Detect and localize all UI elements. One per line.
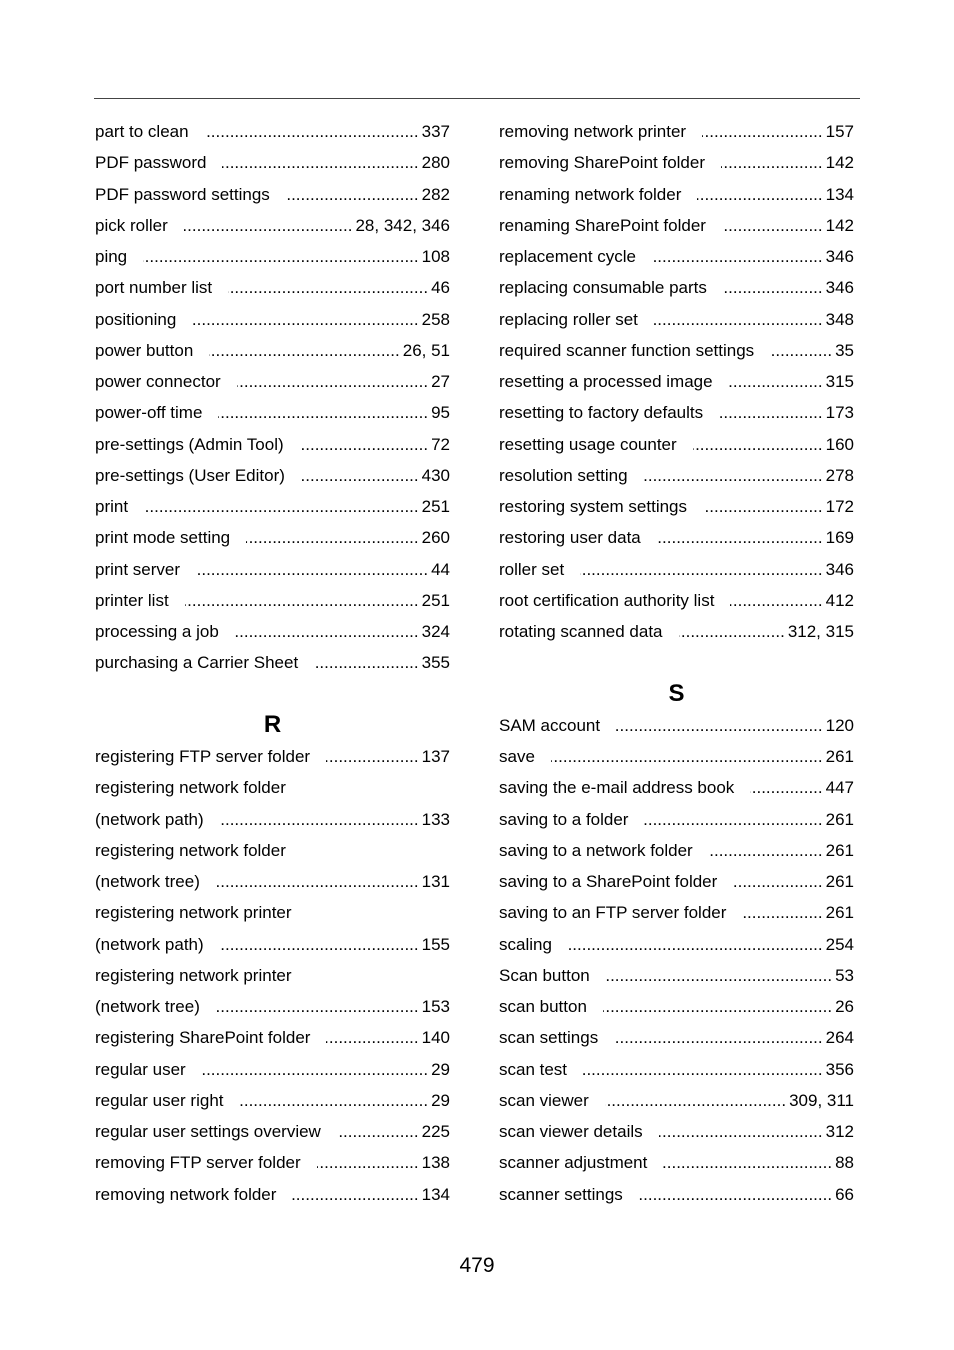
index-entry: [95, 241, 450, 272]
dot-leader: [702, 123, 823, 140]
dot-leader: [730, 592, 822, 609]
index-entry: [499, 929, 854, 960]
index-entry: [95, 335, 450, 366]
index-term: positioning: [95, 309, 177, 329]
index-term: PDF password settings: [95, 184, 270, 204]
dot-leader: [292, 1186, 418, 1203]
dot-leader: [202, 1061, 428, 1078]
index-entry: [95, 366, 450, 397]
dot-leader: [605, 1092, 786, 1109]
index-entry: [499, 554, 854, 585]
index-term: registering network folder: [95, 840, 286, 860]
index-entry: [95, 1116, 450, 1147]
index-entry: [95, 1179, 450, 1210]
index-term: saving to a SharePoint folder: [499, 872, 718, 892]
index-page-ref: 169: [825, 528, 854, 548]
index-page-ref: 324: [421, 622, 450, 642]
index-term: replacement cycle: [499, 247, 637, 267]
index-page-ref: 346: [825, 247, 854, 267]
dot-leader: [693, 436, 823, 453]
index-entry: [95, 804, 450, 835]
index-page-ref: 260: [421, 528, 450, 548]
index-entry: [95, 304, 450, 335]
index-entry: [499, 741, 854, 772]
index-page-ref: 348: [825, 309, 854, 329]
index-page-ref: 312, 315: [787, 622, 854, 642]
dot-leader: [216, 873, 419, 890]
index-entry: [499, 116, 854, 147]
dot-leader: [614, 1029, 822, 1046]
index-entry: [95, 1054, 450, 1085]
dot-leader: [657, 529, 823, 546]
index-page-ref: 258: [421, 309, 450, 329]
index-entry: [499, 960, 854, 991]
index-term: scanner settings: [499, 1184, 623, 1204]
dot-leader: [719, 404, 823, 421]
section-heading-s: S: [668, 680, 685, 708]
dot-leader: [220, 811, 419, 828]
index-entry: [499, 241, 854, 272]
index-page-ref: 282: [421, 184, 450, 204]
index-entry: [499, 1054, 854, 1085]
header-rule: [94, 98, 860, 99]
index-page-ref: 134: [421, 1184, 450, 1204]
dot-leader: [184, 217, 353, 234]
dot-leader: [679, 623, 785, 640]
dot-leader: [733, 873, 822, 890]
index-term: saving to an FTP server folder: [499, 903, 727, 923]
index-entry: [95, 647, 450, 678]
index-term: root certification authority list: [499, 590, 715, 610]
index-term: ping: [95, 247, 128, 267]
index-entry: [499, 335, 854, 366]
index-term: resetting to factory defaults: [499, 403, 704, 423]
index-term: registering FTP server folder: [95, 747, 311, 767]
index-term: registering network folder: [95, 778, 286, 798]
index-term: purchasing a Carrier Sheet: [95, 653, 299, 673]
index-page-ref: 26: [835, 997, 854, 1017]
index-page-ref: 95: [431, 403, 450, 423]
index-page-ref: 27: [431, 372, 450, 392]
index-entry: [499, 179, 854, 210]
index-term: removing SharePoint folder: [499, 153, 706, 173]
index-term: printer list: [95, 590, 169, 610]
dot-leader: [722, 217, 823, 234]
index-page-ref: 142: [825, 153, 854, 173]
index-entry: [499, 804, 854, 835]
dot-leader: [240, 1092, 429, 1109]
dot-leader: [326, 748, 419, 765]
dot-leader: [603, 998, 832, 1015]
index-term: renaming network folder: [499, 184, 682, 204]
index-group-r-continued: [499, 116, 854, 647]
index-entry: [499, 397, 854, 428]
index-page-ref: 53: [835, 965, 854, 985]
index-entry: [95, 397, 450, 428]
index-page-ref: 337: [421, 122, 450, 142]
index-entry: [499, 710, 854, 741]
index-page-ref: 264: [825, 1028, 854, 1048]
dot-leader: [644, 467, 823, 484]
index-entry: [95, 272, 450, 303]
dot-leader: [723, 279, 823, 296]
dot-leader: [218, 404, 428, 421]
index-column-left: [95, 116, 450, 1210]
index-term: restoring system settings: [499, 497, 688, 517]
index-page-ref: 155: [421, 934, 450, 954]
dot-leader: [326, 1029, 418, 1046]
index-entry: [95, 866, 450, 897]
index-entry: [499, 1147, 854, 1178]
index-page-ref: 412: [825, 590, 854, 610]
index-term: port number list: [95, 278, 213, 298]
index-page-ref: 280: [421, 153, 450, 173]
dot-leader: [220, 936, 419, 953]
index-term: (network tree): [95, 872, 200, 892]
index-term: scaling: [499, 934, 552, 954]
index-term: resetting a processed image: [499, 372, 713, 392]
index-entry: [95, 522, 450, 553]
dot-leader: [729, 373, 823, 390]
index-entry: [95, 960, 450, 991]
index-term: pre-settings (User Editor): [95, 465, 285, 485]
index-page-ref: 251: [421, 590, 450, 610]
index-entry: [95, 929, 450, 960]
index-entry: [499, 429, 854, 460]
index-term: (network path): [95, 809, 204, 829]
index-page-ref: 72: [431, 434, 450, 454]
index-term: (network tree): [95, 997, 200, 1017]
index-term: resetting usage counter: [499, 434, 677, 454]
index-term: PDF password: [95, 153, 207, 173]
index-entry: [95, 429, 450, 460]
index-entry: [95, 741, 450, 772]
index-term: print server: [95, 559, 181, 579]
index-entry: [95, 116, 450, 147]
index-term: pre-settings (Admin Tool): [95, 434, 284, 454]
index-page-ref: 29: [431, 1059, 450, 1079]
dot-leader: [228, 279, 428, 296]
index-entry: [95, 1085, 450, 1116]
dot-leader: [144, 498, 419, 515]
index-page-ref: 225: [421, 1122, 450, 1142]
index-entry: [499, 866, 854, 897]
index-page-ref: 261: [825, 809, 854, 829]
index-term: removing FTP server folder: [95, 1153, 301, 1173]
dot-leader: [216, 998, 419, 1015]
dot-leader: [583, 1061, 823, 1078]
index-page-ref: 140: [421, 1028, 450, 1048]
index-term: renaming SharePoint folder: [499, 215, 706, 235]
index-term: scan settings: [499, 1028, 599, 1048]
index-page-ref: 261: [825, 747, 854, 767]
index-term: save: [499, 747, 535, 767]
dot-leader: [209, 342, 399, 359]
index-entry: [95, 210, 450, 241]
index-page-ref: 355: [421, 653, 450, 673]
index-term: Scan button: [499, 965, 590, 985]
index-page-ref: 278: [825, 465, 854, 485]
index-entry: [499, 585, 854, 616]
index-page-ref: 157: [825, 122, 854, 142]
index-page-ref: 172: [825, 497, 854, 517]
index-entry: [499, 522, 854, 553]
index-term: rotating scanned data: [499, 622, 663, 642]
index-page-ref: 356: [825, 1059, 854, 1079]
index-page-ref: 309, 311: [789, 1090, 854, 1110]
index-page-ref: 173: [825, 403, 854, 423]
index-entry: [499, 304, 854, 335]
index-term: regular user settings overview: [95, 1122, 321, 1142]
dot-leader: [205, 123, 419, 140]
index-page-ref: 134: [825, 184, 854, 204]
dot-leader: [286, 186, 419, 203]
dot-leader: [300, 436, 428, 453]
dot-leader: [337, 1123, 419, 1140]
index-term: saving to a folder: [499, 809, 629, 829]
dot-leader: [770, 342, 832, 359]
index-page-ref: 29: [431, 1090, 450, 1110]
index-entry: [95, 491, 450, 522]
dot-leader: [185, 592, 419, 609]
index-term: scan button: [499, 997, 587, 1017]
index-entry: [95, 772, 450, 803]
page-number: 479: [459, 1254, 495, 1277]
index-page-ref: 120: [825, 715, 854, 735]
index-page-ref: 254: [825, 934, 854, 954]
dot-leader: [697, 186, 822, 203]
index-group-r: [95, 741, 450, 1210]
index-entry: [499, 366, 854, 397]
index-term: replacing consumable parts: [499, 278, 707, 298]
index-page-ref: 346: [825, 559, 854, 579]
index-page-ref: 133: [421, 809, 450, 829]
index-term: roller set: [499, 559, 565, 579]
index-page-ref: 35: [835, 340, 854, 360]
index-entry: [95, 616, 450, 647]
dot-leader: [742, 904, 822, 921]
index-entry: [95, 897, 450, 928]
index-term: part to clean: [95, 122, 189, 142]
index-entry: [95, 1022, 450, 1053]
index-term: print: [95, 497, 129, 517]
index-page-ref: 251: [421, 497, 450, 517]
index-entry: [499, 1179, 854, 1210]
index-page-ref: 66: [835, 1184, 854, 1204]
index-term: print mode setting: [95, 528, 231, 548]
index-group-p: [95, 116, 450, 679]
index-entry: [499, 491, 854, 522]
index-entry: [499, 210, 854, 241]
dot-leader: [314, 654, 418, 671]
index-term: removing network folder: [95, 1184, 277, 1204]
dot-leader: [246, 529, 418, 546]
dot-leader: [709, 842, 823, 859]
index-column-right: [499, 116, 854, 1210]
index-term: regular user: [95, 1059, 186, 1079]
index-page-ref: 430: [421, 465, 450, 485]
dot-leader: [639, 1186, 832, 1203]
index-entry: [499, 1116, 854, 1147]
index-page-ref: 131: [421, 872, 450, 892]
index-term: replacing roller set: [499, 309, 638, 329]
index-term: power button: [95, 340, 194, 360]
index-term: required scanner function settings: [499, 340, 755, 360]
index-entry: [499, 616, 854, 647]
index-entry: [95, 835, 450, 866]
dot-leader: [580, 561, 822, 578]
dot-leader: [606, 967, 832, 984]
index-page-ref: 315: [825, 372, 854, 392]
index-term: removing network printer: [499, 122, 687, 142]
index-term: saving the e-mail address book: [499, 778, 735, 798]
dot-leader: [237, 373, 428, 390]
dot-leader: [235, 623, 419, 640]
index-term: (network path): [95, 934, 204, 954]
dot-leader: [196, 561, 428, 578]
dot-leader: [654, 311, 823, 328]
index-entry: [95, 1147, 450, 1178]
dot-leader: [652, 248, 823, 265]
index-term: scan viewer details: [499, 1122, 643, 1142]
index-group-s: [499, 710, 854, 1210]
section-heading-r: R: [263, 711, 282, 739]
index-entry: [499, 272, 854, 303]
index-entry: [499, 772, 854, 803]
index-term: power-off time: [95, 403, 203, 423]
dot-leader: [616, 717, 823, 734]
index-page-ref: 142: [825, 215, 854, 235]
index-term: registering network printer: [95, 965, 292, 985]
index-entry: [499, 147, 854, 178]
index-page-ref: 88: [835, 1153, 854, 1173]
group-spacer: [95, 679, 450, 710]
index-page-ref: 153: [421, 997, 450, 1017]
index-page-ref: 138: [421, 1153, 450, 1173]
index-page-ref: 28, 342, 346: [355, 215, 450, 235]
index-entry: [95, 460, 450, 491]
dot-leader: [644, 811, 822, 828]
dot-leader: [568, 936, 823, 953]
index-page-ref: 26, 51: [402, 340, 450, 360]
index-entry: [499, 835, 854, 866]
index-entry: [95, 147, 450, 178]
dot-leader: [192, 311, 418, 328]
index-page-ref: 160: [825, 434, 854, 454]
index-term: processing a job: [95, 622, 219, 642]
index-entry: [499, 991, 854, 1022]
index-page-ref: 312: [825, 1122, 854, 1142]
index-term: resolution setting: [499, 465, 628, 485]
index-term: power connector: [95, 372, 221, 392]
index-term: SAM account: [499, 715, 601, 735]
index-page-ref: 108: [421, 247, 450, 267]
dot-leader: [721, 154, 823, 171]
group-spacer: [499, 647, 854, 678]
index-page-ref: 261: [825, 840, 854, 860]
index-entry: [499, 1022, 854, 1053]
index-page-ref: 137: [421, 747, 450, 767]
dot-leader: [750, 779, 822, 796]
index-term: restoring user data: [499, 528, 641, 548]
index-term: registering SharePoint folder: [95, 1028, 311, 1048]
index-page-ref: 44: [431, 559, 450, 579]
index-term: scan viewer: [499, 1090, 589, 1110]
index-page-ref: 261: [825, 872, 854, 892]
index-page-ref: 346: [825, 278, 854, 298]
index-term: scan test: [499, 1059, 568, 1079]
index-page-ref: 447: [825, 778, 854, 798]
index-page-ref: 46: [431, 278, 450, 298]
dot-leader: [703, 498, 823, 515]
dot-leader: [317, 1154, 419, 1171]
index-entry: [95, 554, 450, 585]
index-entry: [499, 1085, 854, 1116]
index-entry: [499, 897, 854, 928]
index-entry: [499, 460, 854, 491]
dot-leader: [301, 467, 419, 484]
index-entry: [95, 585, 450, 616]
dot-leader: [551, 748, 823, 765]
dot-leader: [659, 1123, 823, 1140]
index-entry: [95, 991, 450, 1022]
index-entry: [95, 179, 450, 210]
index-term: scanner adjustment: [499, 1153, 648, 1173]
index-page-ref: 261: [825, 903, 854, 923]
dot-leader: [143, 248, 418, 265]
index-term: pick roller: [95, 215, 168, 235]
dot-leader: [663, 1154, 832, 1171]
index-term: registering network printer: [95, 903, 292, 923]
dot-leader: [222, 154, 418, 171]
index-term: saving to a network folder: [499, 840, 693, 860]
index-term: regular user right: [95, 1090, 224, 1110]
